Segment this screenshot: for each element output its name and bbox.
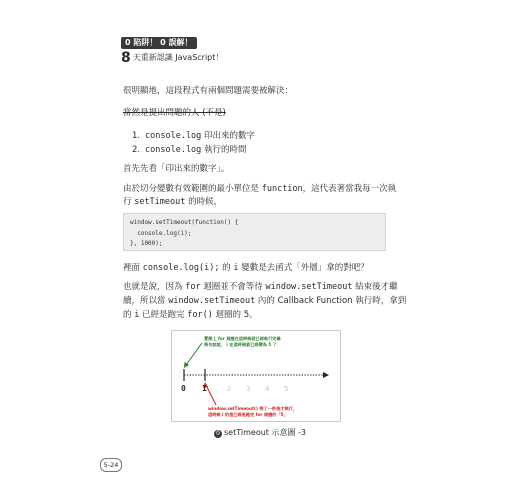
green-arrowhead	[184, 362, 189, 368]
text-run: 續，所以當	[123, 296, 169, 306]
book-title: 天重新認識 JavaScript！	[132, 53, 224, 62]
figure-note-bottom-line: window.setTimeout() 等了一秒後才執行，	[208, 406, 298, 411]
paragraph-explain-line2	[123, 295, 406, 308]
list-item	[132, 129, 255, 141]
text-run: 迴圈的 5。	[212, 310, 258, 320]
badge-zero-1: 0	[125, 38, 131, 47]
text-run: 已經是跑完	[139, 310, 188, 320]
page-number: 5-24	[100, 458, 122, 472]
code-line: console.log(i);	[130, 229, 192, 237]
timeline-arrowhead	[323, 372, 329, 378]
code-line: }, 1000);	[130, 240, 163, 247]
text-run: 裡面	[123, 263, 143, 273]
tick-label-1: 1	[202, 384, 207, 393]
paragraph-explain-line1	[123, 281, 398, 294]
list-code: console.log	[145, 131, 202, 141]
list-number: 1.	[132, 131, 141, 141]
tick-label-4: 4	[265, 385, 270, 393]
inline-code: console.log(i);	[142, 263, 220, 273]
paragraph-scope-line1	[123, 183, 396, 196]
badge-text-1: 陷阱！	[133, 38, 158, 47]
text-run: 內的 Callback Function 執行時，拿到	[255, 296, 407, 306]
paragraph-struck: 當然是提出問題的人 (不是)	[123, 108, 226, 118]
tick-label-5: 5	[284, 385, 289, 393]
badge-text-2: 誤解！	[168, 38, 193, 47]
badge-zero-2: 0	[160, 38, 166, 47]
red-arrow-line	[206, 385, 216, 405]
paragraph-scope-line2	[123, 196, 222, 209]
figure-note-top-line: 實際上 for 迴圈在這時候就已經執行完畢	[204, 336, 281, 341]
inline-code: window.setTimeout	[168, 296, 256, 306]
text-run: 的	[219, 263, 234, 273]
inline-code: i	[134, 310, 140, 320]
inline-code: i	[233, 263, 239, 273]
text-run: 迴圈並不會等待	[200, 282, 266, 292]
text-run: 變數是去函式「外層」拿的對吧？	[238, 263, 369, 273]
green-arrow-line	[186, 343, 202, 365]
code-block	[123, 213, 386, 251]
text-run: 的	[123, 310, 135, 320]
caption-bullet: 0	[214, 430, 222, 438]
inline-code: for	[185, 282, 201, 292]
timeline-figure	[171, 330, 341, 422]
tick-label-0: 0	[181, 384, 186, 393]
text-run: 結束後才繼	[352, 282, 398, 292]
figure-caption	[0, 427, 520, 438]
text-run: 由於切分變數有效範圍的最小單位是	[123, 184, 262, 194]
paragraph-explain-line3	[123, 309, 258, 322]
figure-note-top-line: 換句話說， i 在這時候就已經變為 5 了	[204, 342, 277, 347]
figure-note-bottom-line: 這時候 i 的值已經是跑完 for 迴圈的「5」	[208, 412, 288, 417]
text-run: 也就是說，因為	[123, 282, 186, 292]
paragraph-outer-scope	[123, 262, 369, 275]
list-text: 印出來的數字	[201, 131, 255, 141]
book-title-line	[121, 50, 223, 66]
caption-text: setTimeout 示意圖 -3	[224, 428, 306, 437]
tick-label-3: 3	[246, 385, 251, 393]
code-line: window.setTimeout(function() {	[130, 219, 239, 226]
inline-code: window.setTimeout	[265, 282, 353, 292]
tick-label-2: 2	[227, 385, 232, 393]
inline-code: for()	[187, 310, 213, 320]
paragraph-intro: 很明顯地，這段程式有兩個問題需要被解決：	[123, 86, 294, 96]
header-badge	[121, 37, 197, 49]
list-number: 2.	[132, 145, 141, 155]
list-code: console.log	[145, 145, 202, 155]
paragraph-first-look: 首先先看「印出來的數字」。	[123, 164, 230, 174]
inline-code: setTimeout	[134, 197, 186, 207]
list-text: 執行的時間	[201, 145, 247, 155]
list-item	[132, 143, 247, 155]
inline-code: function	[261, 184, 303, 194]
chapter-number: 8	[121, 50, 131, 66]
figure-note-bottom	[208, 406, 297, 418]
text-run: 的時候，	[185, 197, 223, 207]
text-run: ，這代表著當我每一次執	[302, 184, 397, 194]
text-run: 行	[123, 197, 135, 207]
